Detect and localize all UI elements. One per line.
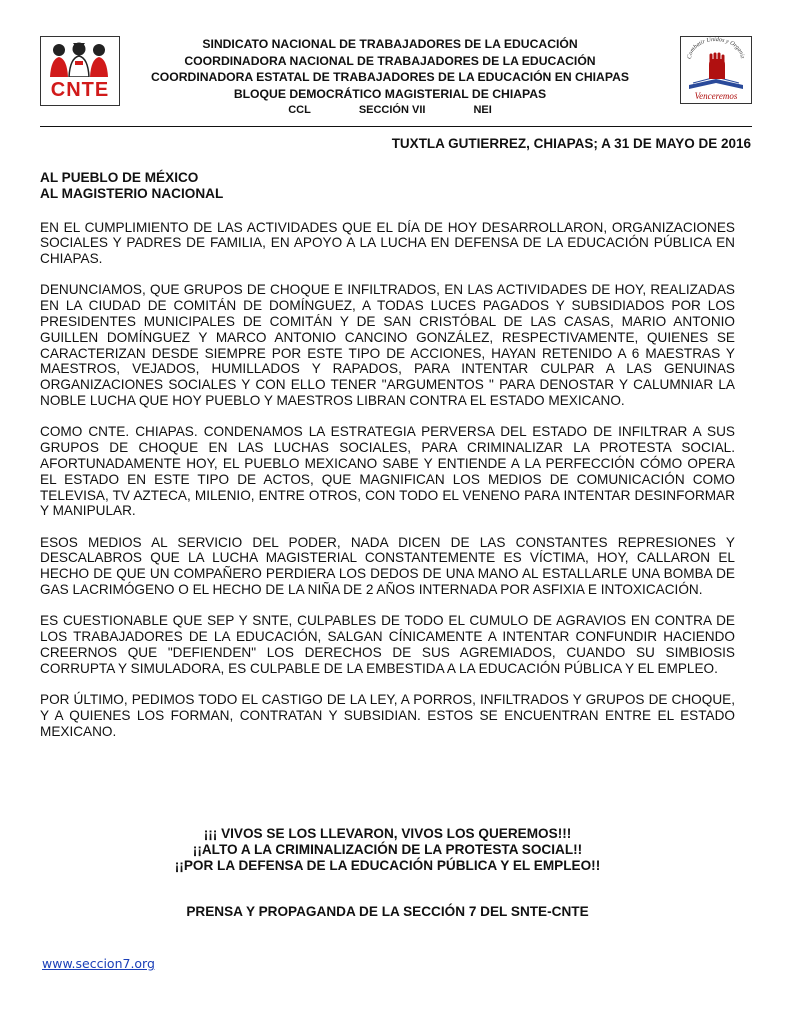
letterhead <box>40 30 752 126</box>
body-paragraph: EN EL CUMPLIMIENTO DE LAS ACTIVIDADES QUE EL DÍA DE HOY DESARROLLARON, ORGANIZACIONES SOCIALES Y PADRES DE FAMILIA, EN APOYO A LA LUCHA EN DEFENSA DE LA EDUCACIÓN PÚBLICA EN CHIAPAS. <box>40 219 735 267</box>
body-paragraph: DENUNCIAMOS, QUE GRUPOS DE CHOQUE E INFILTRADOS, EN LAS ACTIVIDADES DE HOY, REALIZADAS EN LA CIUDAD DE COMITÁN DE DOMÍNGUEZ, A TODAS LUCES PAGADOS Y SUBSIDIADOS POR LOS PRESIDENTES MUNICIPALES DE COMITÁN Y DE SAN CRISTÓBAL DE LAS CASAS, MARIO ANTONIO GUILLEN DOMÍNGUEZ Y MARCO ANTONIO CANCINO GONZÁLEZ, RESPECTIVAMENTE, QUIENES SE CARACTERIZAN DESDE SIEMPRE POR ESTE TIPO DE ACCIONES, HAYAN RETENIDO A 6 MAESTRAS Y MAESTROS, VEJADOS, HUMILLADOS Y RAPADOS, PARA INTENTAR CULPAR A LAS GENUINAS ORGANIZACIONES SOCIALES Y CON ELLO TENER "ARGUMENTOS " PARA DENOSTAR Y CALUMNIAR LA NOBLE LUCHA QUE HOY PUEBLO Y MAESTROS LIBRAN CONTRA EL ESTADO MEXICANO. <box>40 282 735 409</box>
website-link[interactable]: www.seccion7.org <box>42 956 155 971</box>
protest-figures-icon <box>47 41 111 77</box>
svg-text:Combatir Unidos y Organizados <box>681 37 745 59</box>
slogan-line: ¡¡ALTO A LA CRIMINALIZACIÓN DE LA PROTESTA SOCIAL!! <box>192 842 583 857</box>
cnte-logo <box>40 36 120 106</box>
organization-names <box>130 36 650 119</box>
org-line-4: BLOQUE DEMOCRÁTICO MAGISTERIAL DE CHIAPAS <box>233 86 547 101</box>
addressee-line: AL PUEBLO DE MÉXICO <box>40 170 199 185</box>
slogan-line: ¡¡¡ VIVOS SE LOS LLEVARON, VIVOS LOS QUEREMOS!!! <box>203 826 572 841</box>
place-and-date: TUXTLA GUTIERREZ, CHIAPAS; A 31 DE MAYO DE 2016 <box>391 136 751 151</box>
addressee-block <box>40 170 735 202</box>
subtitle-seccion: SECCIÓN VII <box>358 104 426 116</box>
signature-line: PRENSA Y PROPAGANDA DE LA SECCIÓN 7 DEL SNTE-CNTE <box>186 904 589 919</box>
section-subtitle <box>130 102 650 119</box>
body-paragraph: POR ÚLTIMO, PEDIMOS TODO EL CASTIGO DE LA LEY, A PORROS, INFILTRADOS Y GRUPOS DE CHOQUE, Y A QUIENES LOS FORMAN, CONTRATAN Y SUBSIDIAN. ESTOS SE ENCUENTRAN ENTRE EL ESTADO MEXICANO. <box>40 692 735 739</box>
org-line-3: COORDINADORA ESTATAL DE TRABAJADORES DE LA EDUCACIÓN EN CHIAPAS <box>150 70 630 84</box>
addressee-line: AL MAGISTERIO NACIONAL <box>40 185 224 201</box>
header-divider <box>40 126 752 127</box>
letter-body <box>40 170 735 755</box>
body-paragraph: COMO CNTE. CHIAPAS. CONDENAMOS LA ESTRATEGIA PERVERSA DEL ESTADO DE INFILTRAR A SUS GRUPOS DE CHOQUE EN LAS LUCHAS SOCIALES, PARA CRIMINALIZAR LA PROTESTA SOCIAL. AFORTUNADAMENTE HOY, EL PUEBLO MEXICANO SABE Y ENTIENDE A LA PERFECCIÓN CÓMO OPERA EL ESTADO EN ESTE TIPO DE ACTOS, QUE MAGNIFICAN LOS MEDIOS DE COMUNICACIÓN COMO TELEVISA, TV AZTECA, MILENIO, ENTRE OTROS, CON TODO EL VENENO PARA INTENTAR DESINFORMAR Y MANIPULAR. <box>40 424 735 519</box>
subtitle-nei: NEI <box>473 104 492 116</box>
raised-fist-book-icon <box>681 37 751 93</box>
slogans-block <box>40 826 735 874</box>
body-paragraph: ES CUESTIONABLE QUE SEP Y SNTE, CULPABLES DE TODO EL CUMULO DE AGRAVIOS EN CONTRA DE LOS TRABAJADORES DE LA EDUCACIÓN, SALGAN CÍNICAMENTE A INTENTAR CONFUNDIR HACIENDO CREERNOS QUE "DEFIENDEN" LOS DERECHOS DE SUS AGREMIADOS, CUANDO SU SIMBIOSIS CORRUPTA Y SIMULADORA, ES CULPABLE DE LA EMBESTIDA A LA EDUCACIÓN PÚBLICA Y EL EMPLEO. <box>40 613 735 676</box>
slogan-line: ¡¡POR LA DEFENSA DE LA EDUCACIÓN PÚBLICA Y EL EMPLEO!! <box>174 858 601 873</box>
venceremos-logo <box>680 36 752 104</box>
subtitle-ccl: CCL <box>288 104 311 116</box>
right-logo-arc-text: Combatir Unidos y Organiz <box>686 37 746 60</box>
body-paragraph: ESOS MEDIOS AL SERVICIO DEL PODER, NADA DICEN DE LAS CONSTANTES REPRESIONES Y DESCALABROS QUE LA LUCHA MAGISTERIAL CONSTANTEMENTE ES VÍCTIMA, HOY, CALLARON EL HECHO DE QUE UN COMPAÑERO PERDIERA LOS DEDOS DE UNA MANO AL ESTALLARLE UNA BOMBA DE GAS LACRIMÓGENO O EL HECHO DE LA NIÑA DE 2 AÑOS INTERNADA POR ASFIXIA E INTOXICACIÓN. <box>40 534 735 598</box>
cnte-logo-text: CNTE <box>50 79 110 101</box>
org-line-2: COORDINADORA NACIONAL DE TRABAJADORES DE LA EDUCACIÓN <box>184 53 596 68</box>
right-logo-motto: Venceremos <box>694 91 738 101</box>
org-line-1: SINDICATO NACIONAL DE TRABAJADORES DE LA EDUCACIÓN <box>202 37 578 51</box>
